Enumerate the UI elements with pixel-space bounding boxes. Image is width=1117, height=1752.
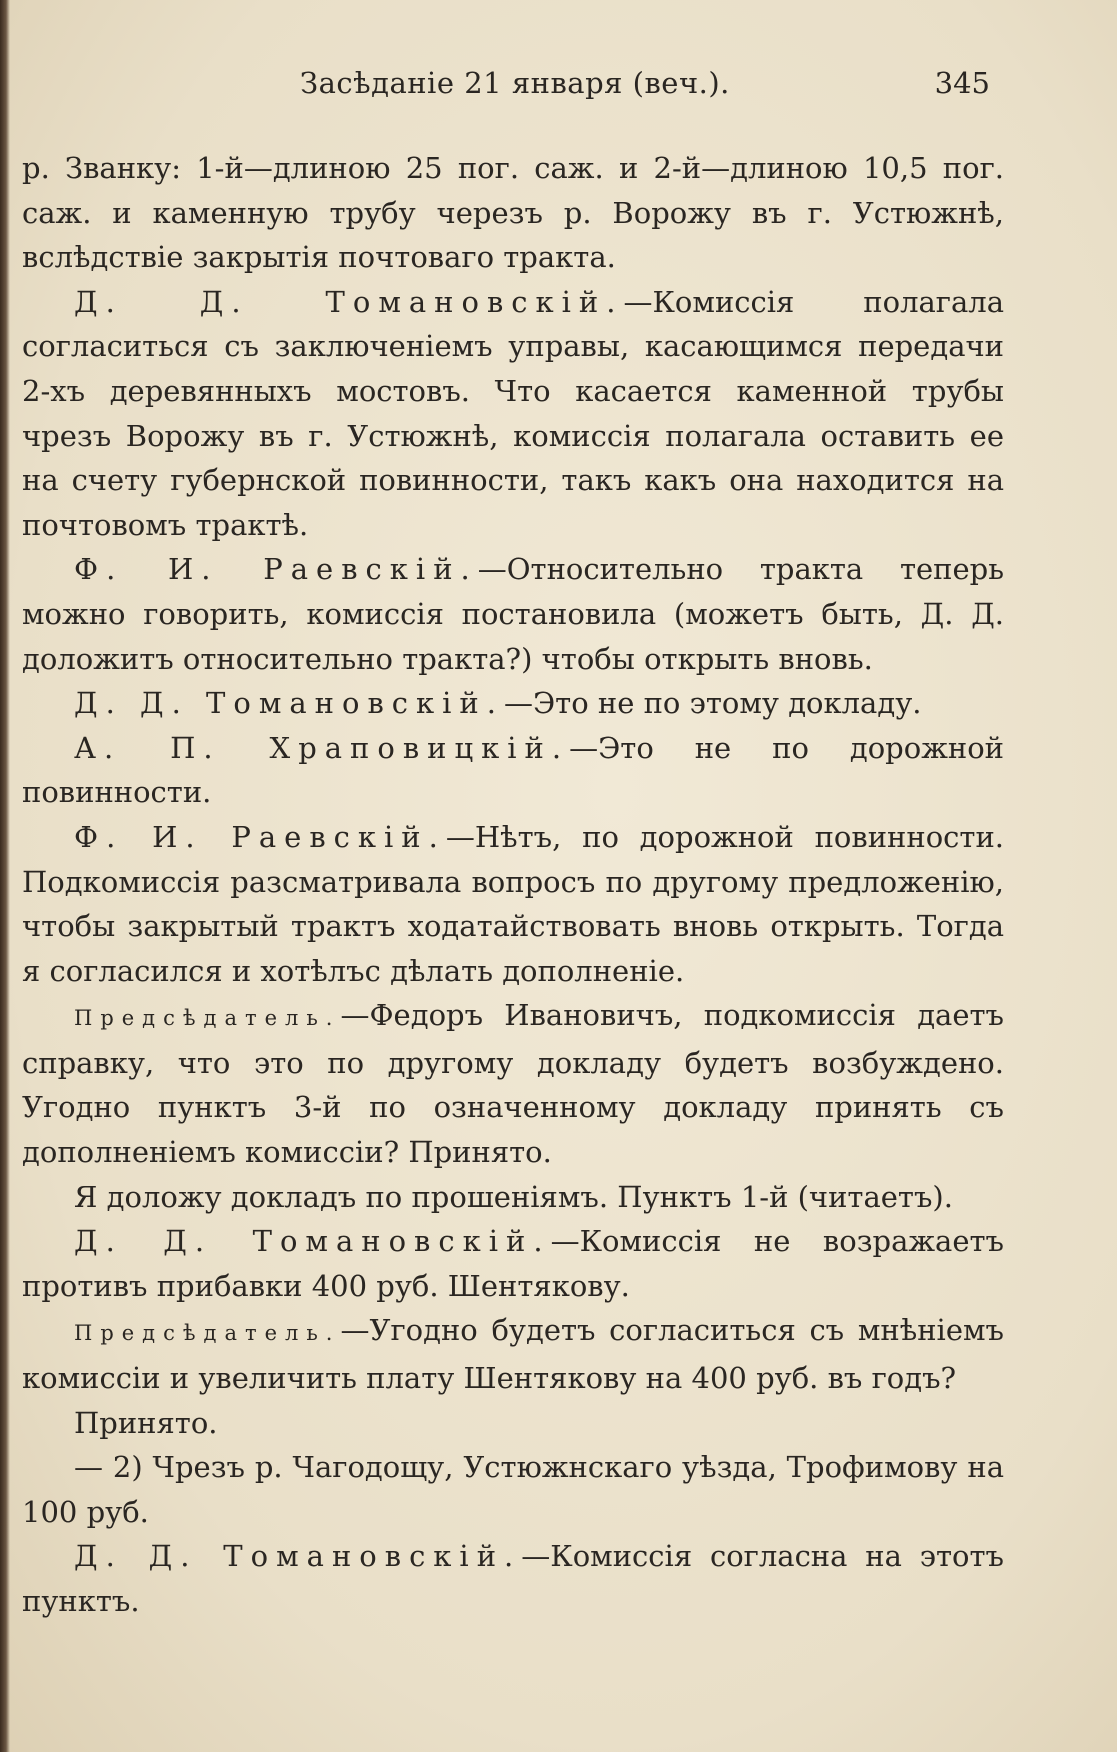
paragraph: Предсѣдатель.—Федоръ Ивановичъ, подкомиссія даетъ справку, что это по другому докладу будетъ возбуждено. Угодно пунктъ 3-й по означенному докладу принять съ дополненіемъ комиссіи? Принято. bbox=[22, 998, 1004, 1170]
paragraph: — 2) Чрезъ р. Чагодощу, Устюжнскаго уѣзда, Трофимову на 100 руб. bbox=[22, 1450, 1004, 1529]
speaker-name: Ф. И. Раевскій. bbox=[74, 819, 446, 854]
speaker-name: А. П. Храповицкій. bbox=[74, 730, 570, 765]
paragraph: Д. Д. Томановскій.—Комиссія полагала согласиться съ заключеніемъ управы, касающимся передачи 2-хъ деревянныхъ мостовъ. Что касается каменной трубы чрезъ Ворожу въ г. Устюжнѣ, комиссія полагала оставить ее на счету губернской повинности, такъ какъ она находится на почтовомъ трактѣ. bbox=[22, 284, 1004, 542]
speaker-name: Д. Д. Томановскій. bbox=[74, 686, 504, 721]
paragraph: Д. Д. Томановскій.—Комиссія не возражаетъ противъ прибавки 400 руб. Шентякову. bbox=[22, 1224, 1004, 1303]
body-text bbox=[22, 146, 1004, 1624]
paragraph: Д. Д. Томановскій.—Это не по этому докладу. bbox=[74, 686, 922, 721]
speaker-name: Ф. И. Раевскій. bbox=[74, 552, 478, 587]
running-header bbox=[300, 66, 1000, 106]
speaker-name: Д. Д. Томановскій. bbox=[74, 1224, 551, 1259]
paragraph: р. Званку: 1-й—длиною 25 пог. саж. и 2-й—длиною 10,5 пог. саж. и каменную трубу черезъ р. Ворожу въ г. Устюжнѣ, вслѣдствіе закрытія почтоваго тракта. bbox=[22, 151, 1004, 275]
paragraph: А. П. Храповицкій.—Это не по дорожной повинности. bbox=[22, 730, 1004, 810]
page-number: 345 bbox=[934, 66, 990, 100]
paragraph: Принято. bbox=[74, 1405, 218, 1440]
page-binding-edge bbox=[0, 0, 10, 1752]
paragraph: Ф. И. Раевскій.—Относительно тракта теперь можно говорить, комиссія постановила (можетъ быть, Д. Д. доложитъ относительно тракта?) чтобы открыть вновь. bbox=[22, 552, 1004, 676]
header-title: Засѣданіе 21 января (веч.). bbox=[300, 66, 730, 100]
speaker-name: Предсѣдатель. bbox=[74, 1321, 341, 1346]
speaker-name: Д. Д. Томановскій. bbox=[74, 1539, 522, 1574]
paragraph: Я доложу докладъ по прошеніямъ. Пунктъ 1-й (читаетъ). bbox=[74, 1179, 953, 1214]
paragraph: Д. Д. Томановскій.—Комиссія согласна на этотъ пунктъ. bbox=[22, 1539, 1004, 1618]
paragraph: Ф. И. Раевскій.—Нѣтъ, по дорожной повинности. Подкомиссія разсматривала вопросъ по другому предложенію, чтобы закрытый трактъ ходатайствовать вновь открыть. Тогда я согласился и хотѣлъс дѣлать дополненіе. bbox=[22, 819, 1004, 988]
paragraph: Предсѣдатель.—Угодно будетъ согласиться съ мнѣніемъ комиссіи и увеличить плату Шентякову на 400 руб. въ годъ? bbox=[22, 1313, 1004, 1396]
speaker-name: Д. Д. Томановскій. bbox=[74, 284, 624, 319]
speaker-name: Предсѣдатель. bbox=[74, 1006, 341, 1031]
